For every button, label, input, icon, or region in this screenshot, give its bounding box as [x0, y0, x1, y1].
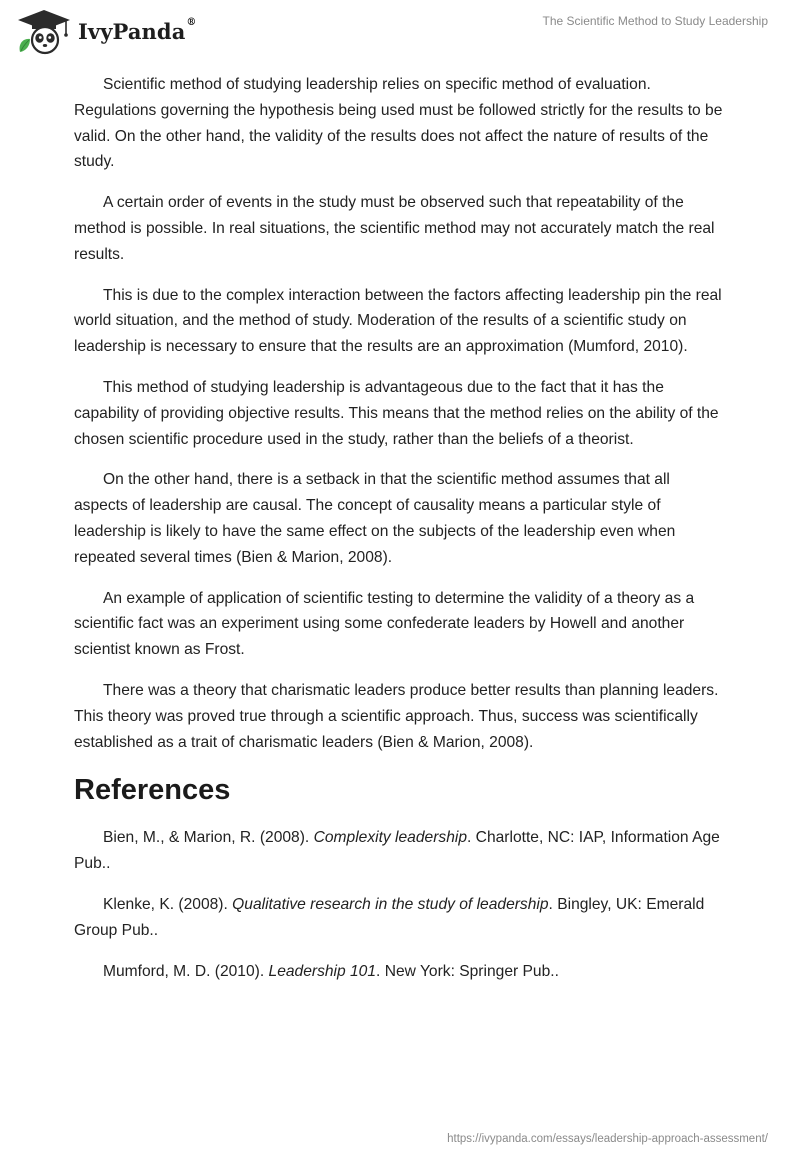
reference-item: Bien, M., & Marion, R. (2008). Complexity leadership. Charlotte, NC: IAP, Information Age Pub..: [74, 829, 720, 873]
body-paragraph: An example of application of scientific testing to determine the validity of a theory as a scientific fact was an experiment using some confederate leaders by Howell and another scientist known as Frost.: [74, 589, 695, 659]
brand-name: IvyPanda®: [78, 16, 197, 44]
reference-title: Qualitative research in the study of leadership: [232, 895, 549, 913]
essay-content: [74, 72, 724, 999]
body-paragraph: On the other hand, there is a setback in that the scientific method assumes that all aspects of leadership are causal. The concept of causality means a particular style of leadership is likely to have the same effect on the subjects of the leadership even when repeated several times (Bien & Marion, 2008).: [74, 471, 676, 566]
body-paragraph: There was a theory that charismatic leaders produce better results than planning leaders. This theory was proved true through a scientific approach. Thus, success was scientifically established as a trait of charismatic leaders (Bien & Marion, 2008).: [74, 681, 719, 751]
body-paragraph: A certain order of events in the study must be observed such that repeatability of the method is possible. In real situations, the scientific method may not accurately match the real results.: [74, 194, 715, 263]
ivypanda-logo[interactable]: [14, 6, 197, 56]
reference-item: Mumford, M. D. (2010). Leadership 101. New York: Springer Pub..: [103, 962, 559, 980]
reference-title: Complexity leadership: [313, 829, 468, 847]
source-url[interactable]: https://ivypanda.com/essays/leadership-approach-assessment/: [447, 1133, 768, 1145]
reference-item: Klenke, K. (2008). Qualitative research in the study of leadership. Bingley, UK: Emerald Group Pub..: [74, 895, 705, 939]
page-header: [0, 0, 800, 70]
body-paragraph: This is due to the complex interaction between the factors affecting leadership pin the real world situation, and the method of study. Moderation of the results of a scientific study on leadership is necessary to ensure that the results are an approximation (Mumford, 2010).: [74, 286, 722, 356]
references-heading: References: [74, 774, 231, 807]
body-paragraph: This method of studying leadership is advantageous due to the fact that it has the capability of providing objective results. This means that the method relies on the ability of the chosen scientific procedure used in the study, rather than the beliefs of a theorist.: [74, 378, 719, 448]
panda-graduation-cap-icon: [14, 6, 76, 56]
document-title: The Scientific Method to Study Leadership: [542, 14, 768, 28]
body-paragraph: Scientific method of studying leadership relies on specific method of evaluation. Regulations governing the hypothesis being used must be followed strictly for the results to be valid. On the other hand, the validity of the results does not affect the nature of results of the study.: [74, 76, 723, 171]
reference-title: Leadership 101: [268, 962, 377, 980]
